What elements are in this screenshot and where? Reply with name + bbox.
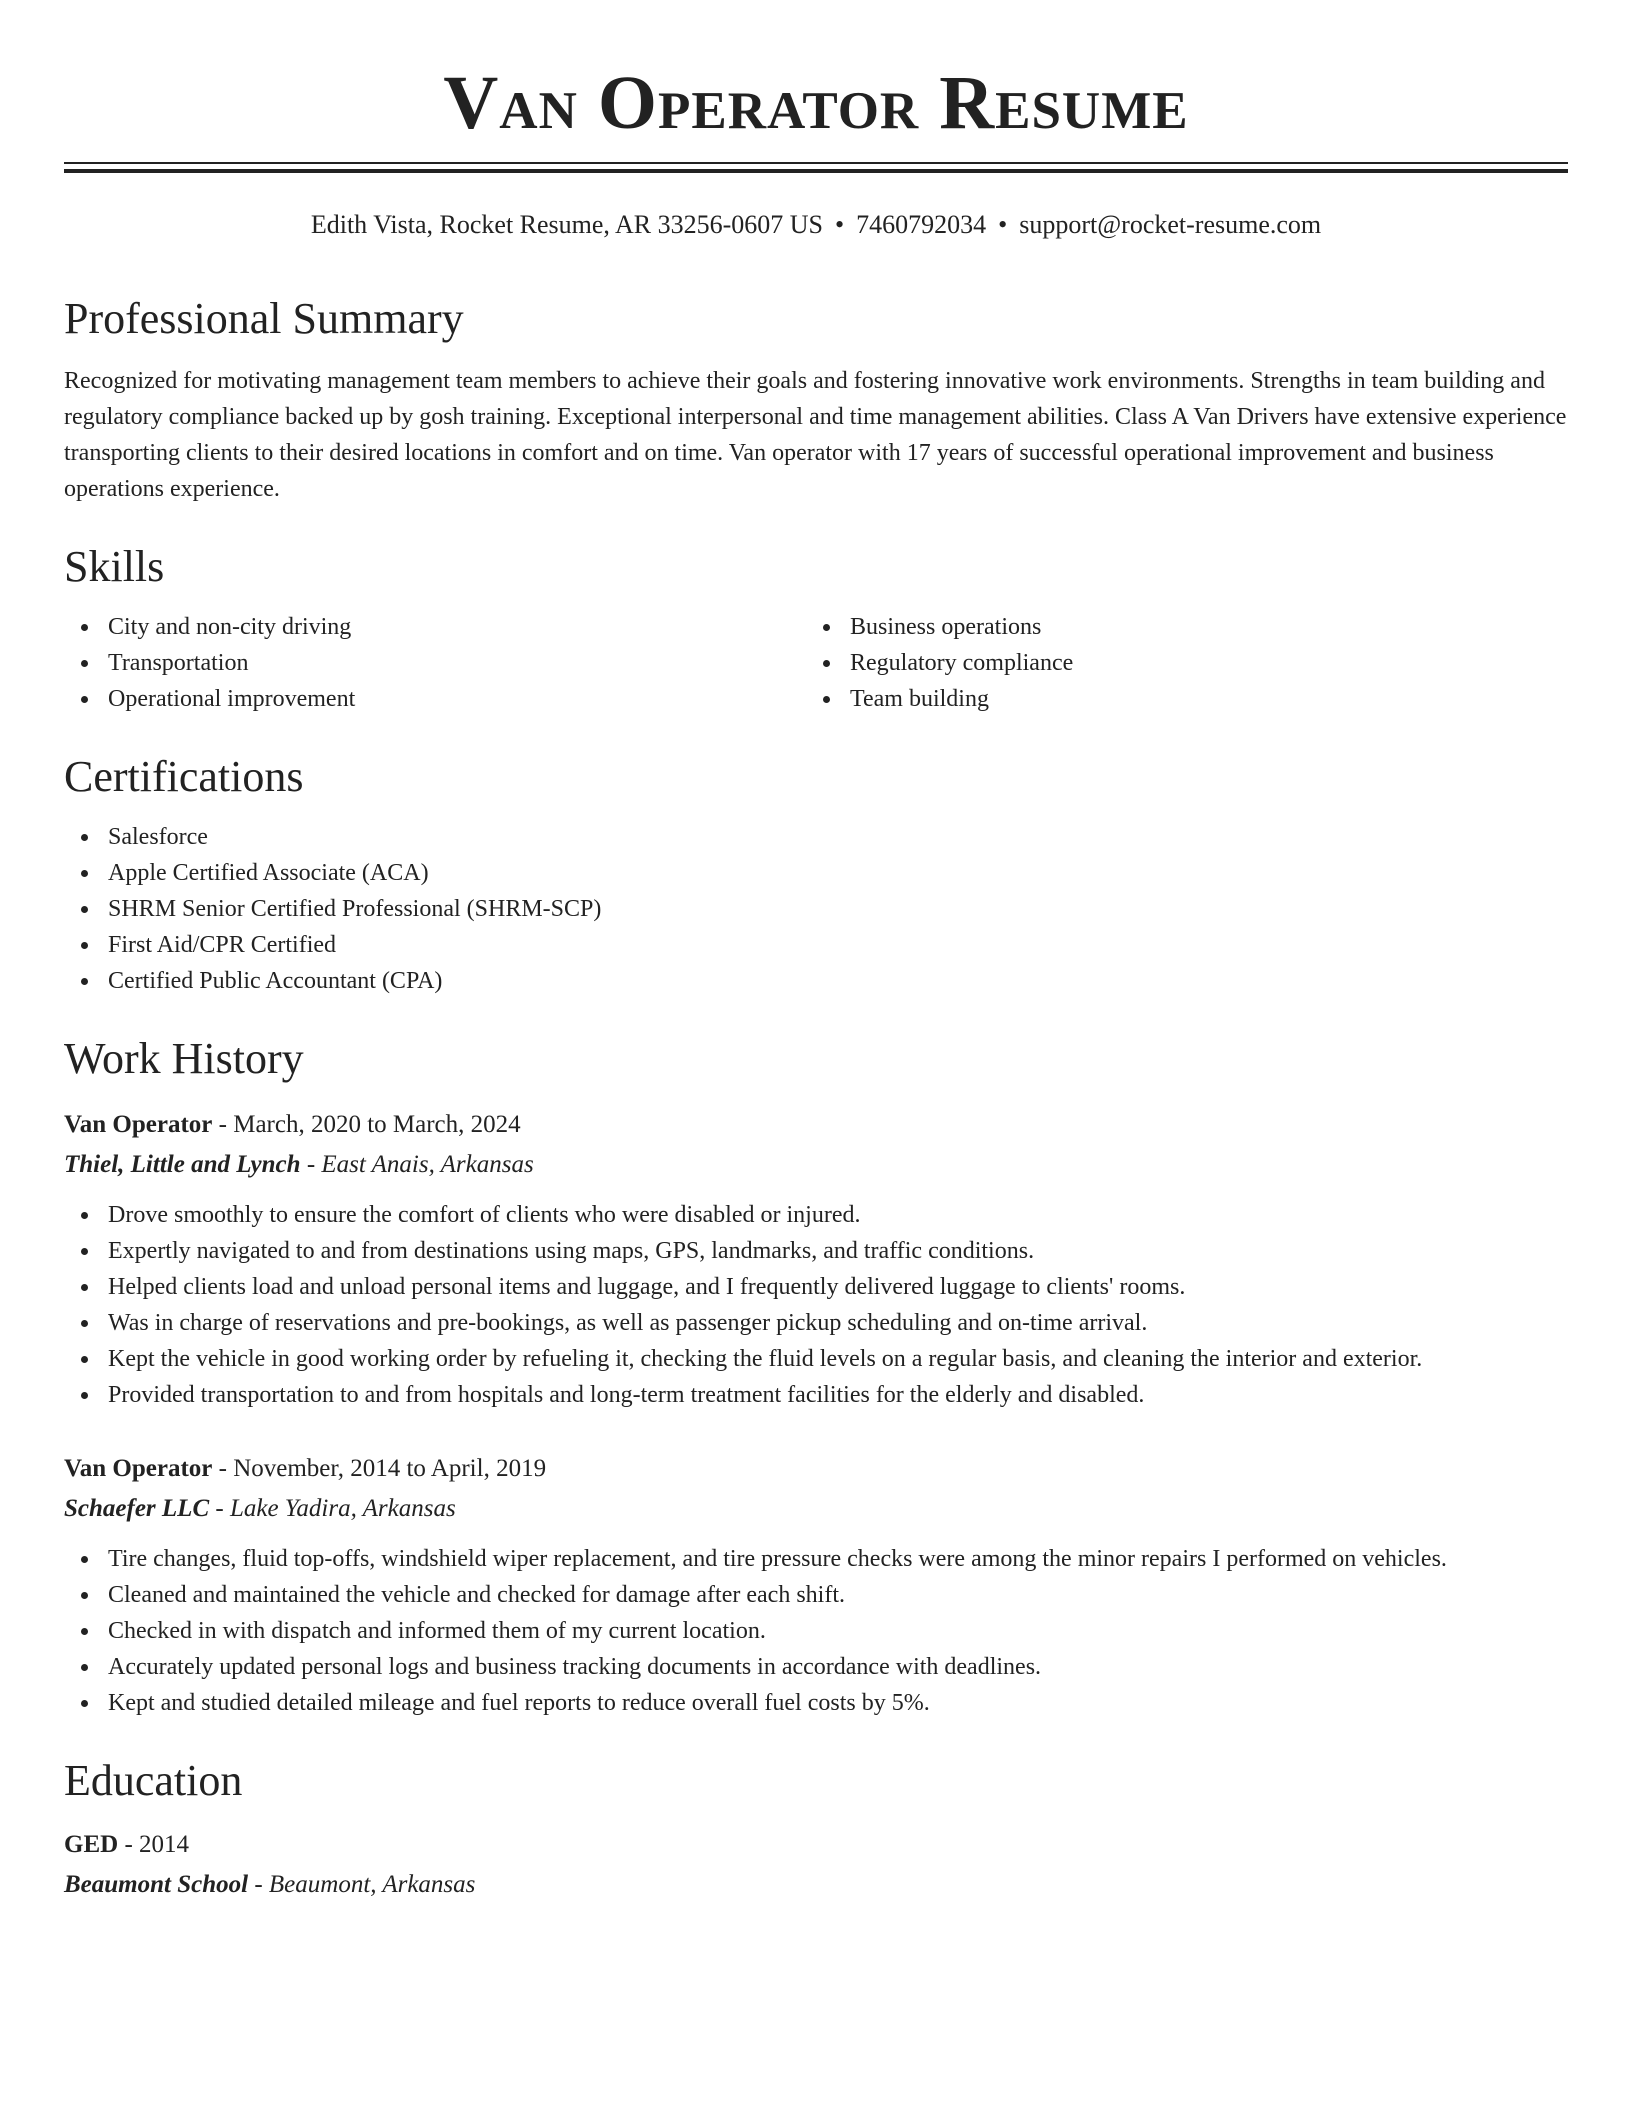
- skills-section: [64, 541, 1568, 717]
- skill-item: Transportation: [64, 645, 806, 681]
- job-bullet: Was in charge of reservations and pre-bookings, as well as passenger pickup scheduling and on-time arrival.: [64, 1305, 1568, 1341]
- certifications-section: [64, 751, 1568, 999]
- certification-item: Apple Certified Associate (ACA): [64, 855, 1568, 891]
- education-year: - 2014: [118, 1831, 190, 1858]
- education-school-line: [64, 1865, 1568, 1905]
- resume-title: Van Operator Resume: [443, 61, 1189, 145]
- education-location: - Beaumont, Arkansas: [248, 1871, 476, 1898]
- job-bullet: Expertly navigated to and from destinations using maps, GPS, landmarks, and traffic conditions.: [64, 1233, 1568, 1269]
- certifications-list: [64, 819, 1568, 999]
- job-bullets: [64, 1197, 1568, 1413]
- job-bullet: Tire changes, fluid top-offs, windshield wiper replacement, and tire pressure checks were among the minor repairs I performed on vehicles.: [64, 1541, 1568, 1577]
- section-heading-work-history: Work History: [64, 1034, 304, 1083]
- certification-item: Certified Public Accountant (CPA): [64, 963, 1568, 999]
- work-history-section: [64, 1033, 1568, 1721]
- job-title-line: [64, 1449, 1568, 1489]
- job-bullets: [64, 1541, 1568, 1721]
- job-bullet: Helped clients load and unload personal items and luggage, and I frequently delivered luggage to clients' rooms.: [64, 1269, 1568, 1305]
- divider-thin-line: [64, 162, 1568, 164]
- title-divider: [64, 162, 1568, 173]
- contact-email: support@rocket-resume.com: [1019, 210, 1322, 239]
- job-title: Van Operator: [64, 1111, 213, 1138]
- job-company-line: [64, 1489, 1568, 1529]
- job-location: - East Anais, Arkansas: [300, 1151, 534, 1178]
- job-dates: - November, 2014 to April, 2019: [212, 1455, 547, 1482]
- summary-section: [64, 293, 1568, 507]
- job-dates: - March, 2020 to March, 2024: [212, 1111, 521, 1138]
- skill-item: Regulatory compliance: [806, 645, 1548, 681]
- job-bullet: Kept and studied detailed mileage and fuel reports to reduce overall fuel costs by 5%.: [64, 1685, 1568, 1721]
- job-bullet: Drove smoothly to ensure the comfort of clients who were disabled or injured.: [64, 1197, 1568, 1233]
- certification-item: First Aid/CPR Certified: [64, 927, 1568, 963]
- job-bullet: Checked in with dispatch and informed them of my current location.: [64, 1613, 1568, 1649]
- contact-address: Edith Vista, Rocket Resume, AR 33256-0607 US: [310, 210, 824, 239]
- skill-item: Business operations: [806, 609, 1548, 645]
- education-degree-line: [64, 1825, 1568, 1865]
- education-school: Beaumont School: [64, 1871, 249, 1898]
- contact-phone: 7460792034: [856, 210, 987, 239]
- skill-item: Team building: [806, 681, 1548, 717]
- contact-separator: •: [835, 210, 845, 239]
- education-entry: [64, 1825, 1568, 1905]
- job-entry: [64, 1449, 1568, 1721]
- certification-item: SHRM Senior Certified Professional (SHRM-SCP): [64, 891, 1568, 927]
- job-location: - Lake Yadira, Arkansas: [209, 1495, 456, 1522]
- job-company: Thiel, Little and Lynch: [64, 1151, 301, 1178]
- skill-item: Operational improvement: [64, 681, 806, 717]
- certification-item: Salesforce: [64, 819, 1568, 855]
- job-bullet: Provided transportation to and from hospitals and long-term treatment facilities for the elderly and disabled.: [64, 1377, 1568, 1413]
- summary-text: Recognized for motivating management team members to achieve their goals and fostering innovative work environments. Strengths in team building and regulatory compliance backed up by gosh training. Exceptional interpersonal and time management abilities. Class A Van Drivers have extensive experience transporting clients to their desired locations in comfort and on time. Van operator with 17 years of successful operational improvement and business operations experience.: [64, 368, 1567, 502]
- education-section: [64, 1755, 1568, 1905]
- job-entry: [64, 1105, 1568, 1413]
- job-company-line: [64, 1145, 1568, 1185]
- section-heading-skills: Skills: [64, 542, 165, 591]
- skills-columns: [64, 609, 1568, 717]
- job-bullet: Cleaned and maintained the vehicle and checked for damage after each shift.: [64, 1577, 1568, 1613]
- job-title-line: [64, 1105, 1568, 1145]
- section-heading-education: Education: [64, 1756, 243, 1805]
- contact-separator: •: [998, 210, 1008, 239]
- skills-list-left: [64, 609, 806, 717]
- section-heading-summary: Professional Summary: [64, 294, 464, 343]
- divider-thick-line: [64, 169, 1568, 173]
- section-heading-certifications: Certifications: [64, 752, 304, 801]
- job-bullet: Accurately updated personal logs and business tracking documents in accordance with deadlines.: [64, 1649, 1568, 1685]
- contact-line: [64, 207, 1568, 243]
- education-degree: GED: [64, 1831, 119, 1858]
- job-company: Schaefer LLC: [64, 1495, 210, 1522]
- job-bullet: Kept the vehicle in good working order by refueling it, checking the fluid levels on a regular basis, and cleaning the interior and exterior.: [64, 1341, 1568, 1377]
- skills-list-right: [806, 609, 1548, 717]
- job-title: Van Operator: [64, 1455, 213, 1482]
- skill-item: City and non-city driving: [64, 609, 806, 645]
